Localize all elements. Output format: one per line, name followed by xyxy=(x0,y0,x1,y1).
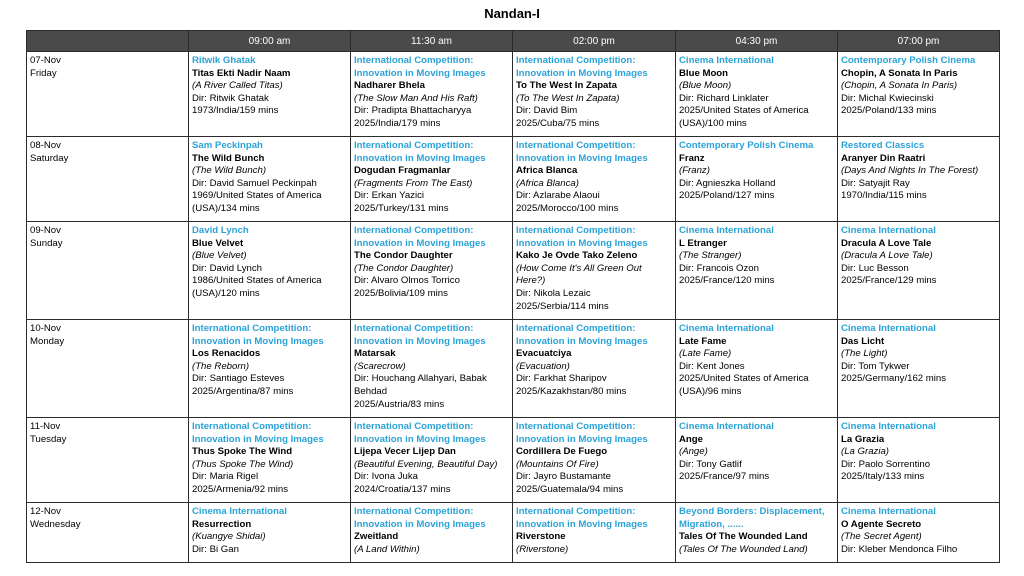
film-category: International Competition: Innovation in Moving Images xyxy=(354,421,486,445)
film-cell xyxy=(676,503,838,563)
film-cell xyxy=(189,503,351,563)
film-cell xyxy=(838,137,1000,222)
film-original-title: (Mountains Of Fire) xyxy=(516,458,599,470)
film-cell xyxy=(189,137,351,222)
film-cell xyxy=(189,52,351,137)
film-title: Zweitland xyxy=(354,531,399,543)
film-info: 2025/Argentina/87 mins xyxy=(192,385,294,397)
time-slot-header: 02:00 pm xyxy=(513,31,676,52)
film-cell xyxy=(513,52,676,137)
day-weekday: Tuesday xyxy=(30,433,67,445)
film-category: International Competition: Innovation in Moving Images xyxy=(354,323,486,347)
film-cell xyxy=(838,503,1000,563)
film-title: Evacuatciya xyxy=(516,348,572,360)
schedule-row xyxy=(27,137,1000,222)
film-cell xyxy=(351,137,513,222)
film-cell xyxy=(351,503,513,563)
film-director: Dir: Luc Besson xyxy=(841,262,909,274)
film-director: Dir: Tom Tykwer xyxy=(841,360,910,372)
header-row xyxy=(27,31,1000,52)
film-category: Restored Classics xyxy=(841,140,925,151)
film-title: Blue Velvet xyxy=(192,237,244,249)
schedule-row xyxy=(27,418,1000,503)
film-title: Franz xyxy=(679,152,705,164)
film-original-title: (Days And Nights In The Forest) xyxy=(841,165,979,177)
film-title: Late Fame xyxy=(679,335,727,347)
film-cell xyxy=(676,222,838,320)
film-cell xyxy=(513,503,676,563)
film-original-title: (Beautiful Evening, Beautiful Day) xyxy=(354,458,498,470)
film-director: Dir: David Bim xyxy=(516,105,578,117)
film-director: Dir: Tony Gatlif xyxy=(679,458,742,470)
film-original-title: (The Secret Agent) xyxy=(841,531,922,543)
film-director: Dir: Agnieszka Holland xyxy=(679,177,776,189)
film-title: Los Renacidos xyxy=(192,348,261,360)
film-cell xyxy=(351,52,513,137)
film-info: 2025/United States of America (USA)/100 mins xyxy=(679,105,809,129)
film-info: 2025/France/120 mins xyxy=(679,275,775,287)
film-original-title: (A Land Within) xyxy=(354,543,420,555)
film-category: Cinema International xyxy=(679,55,774,66)
film-director: Dir: Kent Jones xyxy=(679,360,745,372)
film-original-title: (La Grazia) xyxy=(841,446,889,458)
header-corner xyxy=(27,31,189,52)
film-cell xyxy=(513,137,676,222)
film-director: Dir: Maria Rigel xyxy=(192,471,259,483)
film-title: Nadharer Bhela xyxy=(354,80,425,92)
film-category: Cinema International xyxy=(841,506,936,517)
film-original-title: (The Condor Daughter) xyxy=(354,262,454,274)
film-original-title: (The Stranger) xyxy=(679,250,742,262)
film-cell xyxy=(676,137,838,222)
film-category: International Competition: Innovation in Moving Images xyxy=(354,55,486,79)
film-info: 2025/Morocco/100 mins xyxy=(516,202,619,214)
film-category: Ritwik Ghatak xyxy=(192,55,256,66)
film-director: Dir: Santiago Esteves xyxy=(192,373,285,385)
film-original-title: (Thus Spoke The Wind) xyxy=(192,458,294,470)
day-date: 07-Nov xyxy=(30,55,61,66)
schedule-table xyxy=(26,30,1000,563)
film-original-title: (Blue Velvet) xyxy=(192,250,247,262)
film-director: Dir: Michal Kwiecinski xyxy=(841,92,934,104)
day-weekday: Sunday xyxy=(30,237,63,249)
film-info: 2025/India/179 mins xyxy=(354,117,441,129)
day-date: 09-Nov xyxy=(30,225,61,236)
film-original-title: (Chopin, A Sonata In Paris) xyxy=(841,80,958,92)
schedule-row xyxy=(27,52,1000,137)
film-category: International Competition: Innovation in Moving Images xyxy=(516,421,648,445)
film-title: Africa Blanca xyxy=(516,165,578,177)
film-director: Dir: Satyajit Ray xyxy=(841,177,910,189)
film-category: International Competition: Innovation in Moving Images xyxy=(354,140,486,164)
film-original-title: (The Slow Man And His Raft) xyxy=(354,92,478,104)
film-original-title: (Fragments From The East) xyxy=(354,177,473,189)
film-title: Cordillera De Fuego xyxy=(516,446,608,458)
day-date: 11-Nov xyxy=(30,421,61,432)
film-original-title: (The Reborn) xyxy=(192,360,250,372)
film-title: Resurrection xyxy=(192,518,252,530)
film-category: Beyond Borders: Displacement, Migration, ...... xyxy=(679,506,825,530)
day-date: 08-Nov xyxy=(30,140,61,151)
film-info: 2025/Serbia/114 mins xyxy=(516,300,609,312)
film-info: 2025/Turkey/131 mins xyxy=(354,202,449,214)
day-weekday: Saturday xyxy=(30,152,69,164)
day-weekday: Friday xyxy=(30,67,57,79)
day-cell xyxy=(27,320,189,418)
film-title: Kako Je Ovde Tako Zeleno xyxy=(516,250,638,262)
time-slot-header: 07:00 pm xyxy=(838,31,1000,52)
day-cell xyxy=(27,222,189,320)
film-category: Cinema International xyxy=(841,225,936,236)
page-title: Nandan-I xyxy=(484,6,540,21)
film-director: Dir: Ivona Juka xyxy=(354,471,418,483)
film-original-title: (How Come It's All Green Out Here?) xyxy=(516,262,642,287)
day-date: 10-Nov xyxy=(30,323,61,334)
film-info: 2025/Guatemala/94 mins xyxy=(516,483,624,495)
day-cell xyxy=(27,418,189,503)
film-cell xyxy=(189,222,351,320)
day-cell xyxy=(27,52,189,137)
film-info: 2025/United States of America (USA)/96 mins xyxy=(679,373,809,397)
film-original-title: (Dracula A Love Tale) xyxy=(841,250,933,262)
film-title: Dogudan Fragmanlar xyxy=(354,165,451,177)
film-original-title: (Evacuation) xyxy=(516,360,570,372)
film-original-title: (To The West In Zapata) xyxy=(516,92,620,104)
film-title: L Etranger xyxy=(679,237,727,249)
film-director: Dir: David Samuel Peckinpah xyxy=(192,177,317,189)
film-cell xyxy=(838,222,1000,320)
film-original-title: (Tales Of The Wounded Land) xyxy=(679,543,808,555)
film-info: 1986/United States of America (USA)/120 mins xyxy=(192,275,322,299)
film-director: Dir: Paolo Sorrentino xyxy=(841,458,931,470)
film-category: Cinema International xyxy=(679,421,774,432)
film-info: 1970/India/115 mins xyxy=(841,190,927,202)
film-title: Tales Of The Wounded Land xyxy=(679,531,808,543)
film-cell xyxy=(513,222,676,320)
film-original-title: (Ange) xyxy=(679,446,708,458)
film-director: Dir: Houchang Allahyari, Babak Behdad xyxy=(354,373,487,397)
film-director: Dir: Alvaro Olmos Torrico xyxy=(354,275,460,287)
film-title: Thus Spoke The Wind xyxy=(192,446,293,458)
film-category: Cinema International xyxy=(679,323,774,334)
film-category: International Competition: Innovation in Moving Images xyxy=(516,55,648,79)
film-info: 2025/Bolivia/109 mins xyxy=(354,287,448,299)
film-category: International Competition: Innovation in Moving Images xyxy=(354,225,486,249)
film-cell xyxy=(838,52,1000,137)
day-cell xyxy=(27,503,189,563)
film-cell xyxy=(351,320,513,418)
film-director: Dir: Nikola Lezaic xyxy=(516,287,591,299)
film-director: Dir: Azlarabe Alaoui xyxy=(516,190,600,202)
film-director: Dir: Pradipta Bhattacharyya xyxy=(354,105,472,117)
film-title: Blue Moon xyxy=(679,67,729,79)
film-original-title: (The Light) xyxy=(841,348,888,360)
film-title: Dracula A Love Tale xyxy=(841,237,932,249)
film-category: International Competition: Innovation in Moving Images xyxy=(516,140,648,164)
film-cell xyxy=(351,418,513,503)
film-info: 2025/Kazakhstan/80 mins xyxy=(516,385,627,397)
film-cell xyxy=(189,320,351,418)
film-original-title: (Blue Moon) xyxy=(679,80,732,92)
film-cell xyxy=(676,52,838,137)
film-original-title: (Franz) xyxy=(679,165,710,177)
film-info: 1969/United States of America (USA)/134 mins xyxy=(192,190,322,214)
film-category: Cinema International xyxy=(841,323,936,334)
film-category: Sam Peckinpah xyxy=(192,140,263,151)
film-original-title: (Scarecrow) xyxy=(354,360,406,372)
film-director: Dir: Francois Ozon xyxy=(679,262,759,274)
film-cell xyxy=(513,418,676,503)
schedule-row xyxy=(27,503,1000,563)
film-original-title: (Africa Blanca) xyxy=(516,177,579,189)
film-director: Dir: Jayro Bustamante xyxy=(516,471,611,483)
film-title: Matarsak xyxy=(354,348,396,360)
film-cell xyxy=(513,320,676,418)
film-category: Cinema International xyxy=(841,421,936,432)
film-title: Chopin, A Sonata In Paris xyxy=(841,67,958,79)
film-category: David Lynch xyxy=(192,225,249,236)
schedule-row xyxy=(27,320,1000,418)
film-category: International Competition: Innovation in Moving Images xyxy=(192,421,324,445)
film-category: Cinema International xyxy=(192,506,287,517)
film-info: 2025/Armenia/92 mins xyxy=(192,483,288,495)
film-cell xyxy=(676,320,838,418)
film-cell xyxy=(838,418,1000,503)
time-slot-header: 11:30 am xyxy=(351,31,513,52)
film-cell xyxy=(351,222,513,320)
film-category: Contemporary Polish Cinema xyxy=(679,140,814,151)
film-director: Dir: Ritwik Ghatak xyxy=(192,92,269,104)
film-info: 2025/France/129 mins xyxy=(841,275,937,287)
film-original-title: (A River Called Titas) xyxy=(192,80,283,92)
film-title: La Grazia xyxy=(841,433,885,445)
film-category: International Competition: Innovation in Moving Images xyxy=(516,506,648,530)
time-slot-header: 04:30 pm xyxy=(676,31,838,52)
film-title: To The West In Zapata xyxy=(516,80,617,92)
film-info: 2025/Poland/133 mins xyxy=(841,105,937,117)
film-info: 2025/Italy/133 mins xyxy=(841,471,925,483)
film-cell xyxy=(838,320,1000,418)
day-weekday: Wednesday xyxy=(30,518,81,530)
film-original-title: (Kuangye Shidai) xyxy=(192,531,266,543)
film-title: Ange xyxy=(679,433,703,445)
schedule-row xyxy=(27,222,1000,320)
film-info: 2025/Germany/162 mins xyxy=(841,373,947,385)
film-info: 1973/India/159 mins xyxy=(192,105,279,117)
day-cell xyxy=(27,137,189,222)
film-title: Lijepa Vecer Lijep Dan xyxy=(354,446,456,458)
film-category: International Competition: Innovation in Moving Images xyxy=(516,323,648,347)
film-title: Riverstone xyxy=(516,531,566,543)
time-slot-header: 09:00 am xyxy=(189,31,351,52)
film-cell xyxy=(189,418,351,503)
film-category: International Competition: Innovation in Moving Images xyxy=(354,506,486,530)
film-title: O Agente Secreto xyxy=(841,518,922,530)
film-category: Cinema International xyxy=(679,225,774,236)
film-info: 2025/Cuba/75 mins xyxy=(516,117,600,129)
film-original-title: (Late Fame) xyxy=(679,348,732,360)
film-director: Dir: David Lynch xyxy=(192,262,263,274)
film-director: Dir: Farkhat Sharipov xyxy=(516,373,607,385)
film-title: The Condor Daughter xyxy=(354,250,453,262)
film-title: The Wild Bunch xyxy=(192,152,265,164)
film-info: 2025/Poland/127 mins xyxy=(679,190,775,202)
film-category: International Competition: Innovation in Moving Images xyxy=(516,225,648,249)
film-cell xyxy=(676,418,838,503)
day-weekday: Monday xyxy=(30,335,65,347)
film-director: Dir: Bi Gan xyxy=(192,543,239,555)
film-category: International Competition: Innovation in Moving Images xyxy=(192,323,324,347)
film-director: Dir: Kleber Mendonca Filho xyxy=(841,543,958,555)
film-info: 2024/Croatia/137 mins xyxy=(354,483,451,495)
film-director: Dir: Erkan Yazici xyxy=(354,190,425,202)
film-original-title: (Riverstone) xyxy=(516,543,569,555)
day-date: 12-Nov xyxy=(30,506,61,517)
film-title: Titas Ekti Nadir Naam xyxy=(192,67,291,79)
film-category: Contemporary Polish Cinema xyxy=(841,55,976,66)
film-info: 2025/Austria/83 mins xyxy=(354,398,445,410)
film-title: Aranyer Din Raatri xyxy=(841,152,926,164)
film-director: Dir: Richard Linklater xyxy=(679,92,769,104)
film-original-title: (The Wild Bunch) xyxy=(192,165,267,177)
film-title: Das Licht xyxy=(841,335,885,347)
film-info: 2025/France/97 mins xyxy=(679,471,770,483)
